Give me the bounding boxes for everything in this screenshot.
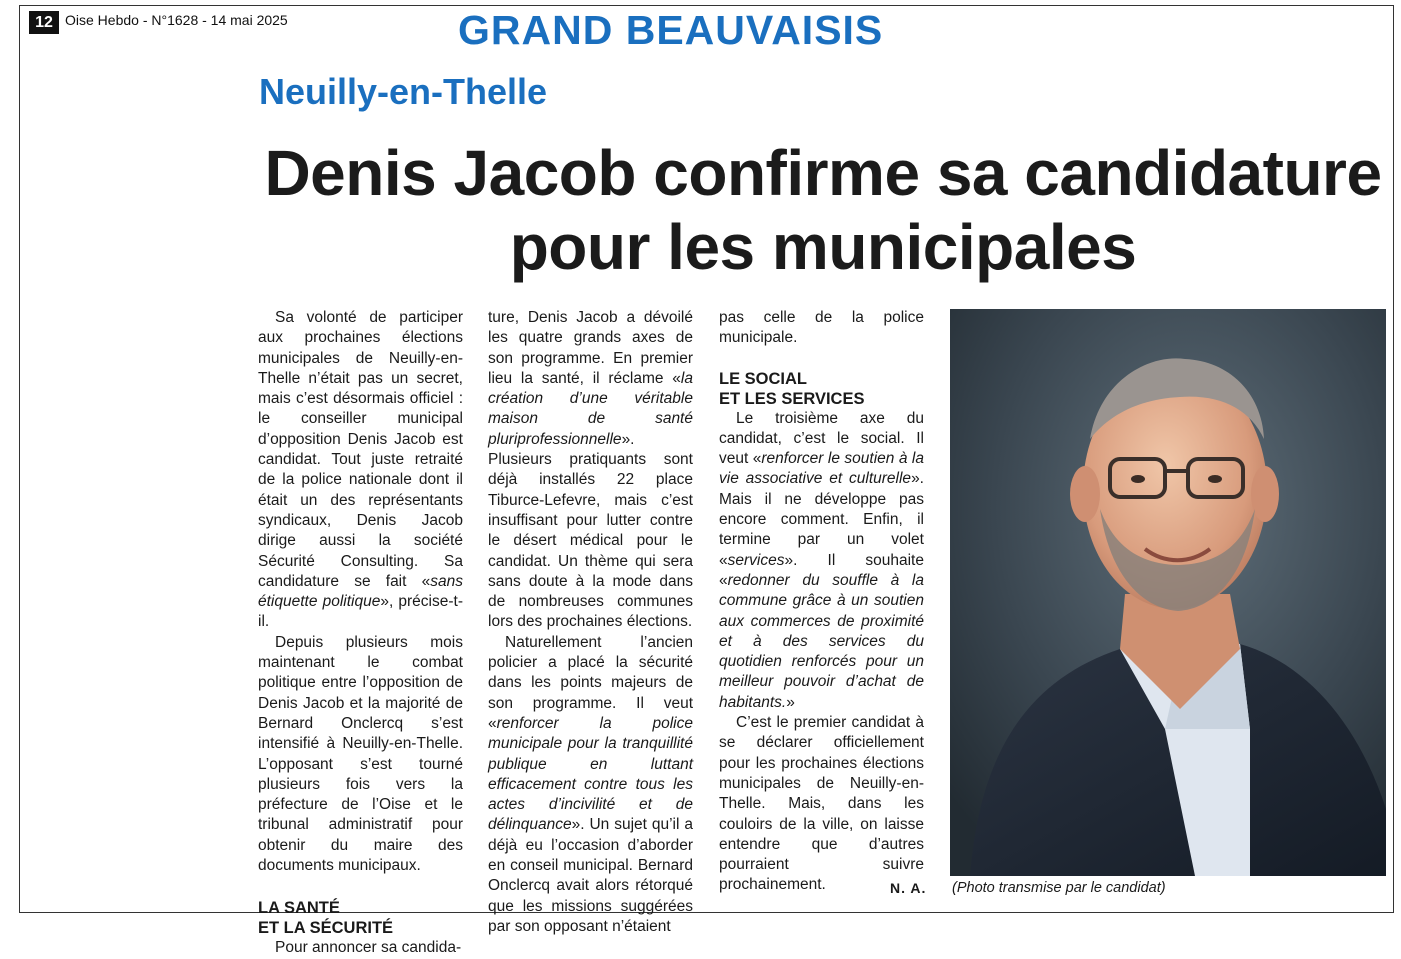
- candidate-photo: [950, 309, 1386, 876]
- article-locality: Neuilly-en-Thelle: [259, 71, 548, 112]
- section-title: GRAND BEAUVAISIS: [458, 7, 884, 53]
- subheading: [719, 369, 924, 409]
- text: »: [786, 693, 795, 711]
- page-number: 12: [29, 11, 59, 34]
- photo-caption: (Photo transmise par le candidat): [952, 880, 1166, 896]
- text: ture, Denis Jacob a dévoilé les quatre grands axes de son programme. En premier lieu la santé, il réclame «: [488, 309, 693, 387]
- paragraph: C’est le premier candidat à se déclarer officiellement pour les prochaines élections municipales de Neuilly-en-Thelle. Mais, dans les couloirs de la ville, on laisse entendre que d’autres pourraient suivre prochainement.: [719, 714, 924, 894]
- paragraph: [488, 308, 693, 633]
- article-column-3: [719, 308, 927, 896]
- subheading-line: ET LES SERVICES: [719, 389, 865, 408]
- quote: la création d’une véritable maison de santé pluriprofessionnelle: [488, 369, 693, 448]
- paragraph: Depuis plusieurs mois maintenant le combat politique entre l’opposition de Denis Jacob et la majorité de Bernard Onclercq s’est intensifié à Neuilly-en-Thelle. L’opposant s’est tourné plusieurs fois vers la préfecture de l’Oise et le tribunal administratif pour obtenir du maire des documents municipaux.: [258, 633, 463, 875]
- text: ». Mais il ne développe pas encore comment. Enfin, il termine par un volet «: [719, 470, 924, 569]
- paragraph: [258, 308, 463, 633]
- quote: renforcer le soutien à la vie associative et culturelle: [719, 450, 924, 488]
- text: ». Un sujet qu’il a déjà eu l’occasion d’aborder en conseil municipal. Bernard Onclercq avait alors rétorqué que les missions suggérées par son opposant n’étaient: [488, 816, 693, 935]
- quote: services: [727, 551, 785, 569]
- quote: sans étiquette politique: [258, 572, 463, 611]
- text: Naturellement l’ancien policier a placé la sécurité dans les points majeurs de son programme. Il veut «: [488, 633, 693, 732]
- paragraph: [488, 633, 693, 937]
- paragraph: Pour annoncer sa candida-: [275, 939, 462, 957]
- quote: renforcer la police municipale pour la tranquillité publique en luttant efficacement contre tous les actes d’incivilité et de délinquance: [488, 714, 693, 834]
- text: », précise-t-il.: [258, 593, 463, 631]
- subheading: [258, 898, 463, 938]
- subheading-line: ET LA SÉCURITÉ: [258, 919, 394, 938]
- article-column-2: [488, 308, 693, 937]
- paragraph: pas celle de la police municipale.: [719, 309, 924, 347]
- text: ». Plusieurs pratiquants sont déjà installés 22 place Tiburce-Lefevre, mais c’est insuffisant pour lutter contre le désert médical pour le candidat. Un thème qui sera sans doute à la mode dans de nombreuses communes lors des prochaines élections.: [488, 430, 693, 631]
- text: Le troisième axe du candidat, c’est le social. Il veut «: [719, 409, 924, 468]
- article-column-1: [258, 308, 463, 959]
- text: ». Il souhaite «: [719, 551, 924, 589]
- publication-info: Oise Hebdo - N°1628 - 14 mai 2025: [65, 12, 288, 28]
- text: Sa volonté de participer aux prochaines élections municipales de Neuilly-en-Thelle n’était pas un secret, mais c’est désormais officiel : le conseiller municipal d’opposition Denis Jacob est candidat. Tout juste retraité de la police nationale dont il était un des représentants syndicaux, Denis Jacob dirige aussi la société Sécurité Consulting. Sa candidature se fait «: [258, 309, 463, 590]
- quote: redonner du souffle à la commune grâce à un soutien aux commerces de proximité et à des services du quotidien renforcés pour un meilleur pouvoir d’achat de habitants.: [719, 571, 924, 711]
- article-headline: Denis Jacob confirme sa candidature pour les municipales: [264, 137, 1382, 283]
- author-signature: N. A.: [890, 880, 927, 896]
- subheading-line: LA SANTÉ: [258, 899, 340, 918]
- subheading-line: LE SOCIAL: [719, 369, 808, 388]
- paragraph: [719, 409, 924, 713]
